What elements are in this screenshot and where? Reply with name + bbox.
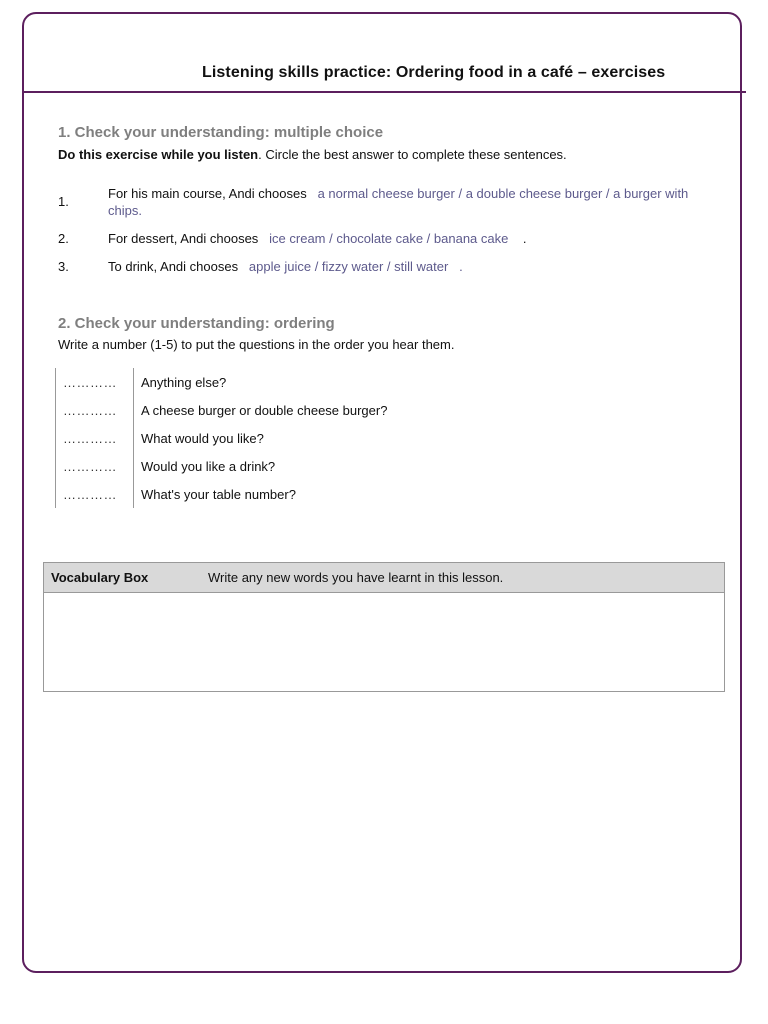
section2-instruction: Write a number (1-5) to put the questions in the order you hear them. — [58, 337, 455, 352]
ordering-row — [56, 480, 506, 508]
question-3 — [108, 259, 463, 274]
ordering-question: What would you like? — [141, 430, 264, 446]
instruction-rest: . Circle the best answer to complete these sentences. — [258, 147, 567, 162]
order-number-blank[interactable]: ………… — [56, 368, 134, 396]
order-number-blank[interactable]: ………… — [56, 396, 134, 424]
vocabulary-note: Write any new words you have learnt in this lesson. — [208, 570, 504, 585]
question-3-number: 3. — [58, 259, 69, 274]
question-1-options[interactable]: a normal cheese burger / a double cheese burger / a burger with chips. — [108, 186, 689, 218]
question-2-end: . — [522, 231, 527, 246]
order-number-blank[interactable]: ………… — [56, 480, 134, 508]
instruction-bold: Do this exercise while you listen — [58, 147, 259, 162]
question-3-options[interactable]: apple juice / fizzy water / still water — [248, 259, 449, 274]
ordering-question: Anything else? — [141, 374, 227, 390]
ordering-table — [55, 368, 506, 508]
order-number-blank[interactable]: ………… — [56, 452, 134, 480]
question-3-end: . — [459, 259, 463, 274]
question-2-stem: For dessert, Andi chooses — [108, 231, 259, 246]
ordering-row — [56, 424, 506, 452]
question-1 — [108, 185, 718, 219]
vocabulary-box — [43, 562, 725, 692]
document-title: Listening skills practice: Ordering food in a café – exercises — [202, 64, 666, 81]
question-2-number: 2. — [58, 231, 69, 246]
vocabulary-header — [44, 563, 724, 593]
section1-heading: 1. Check your understanding: multiple choice — [58, 124, 384, 141]
question-2-options[interactable]: ice cream / chocolate cake / banana cake — [269, 231, 509, 246]
ordering-question: What's your table number? — [141, 486, 296, 502]
section2-heading: 2. Check your understanding: ordering — [58, 315, 335, 332]
ordering-question: A cheese burger or double cheese burger? — [141, 402, 388, 418]
ordering-row — [56, 452, 506, 480]
question-1-number: 1. — [58, 194, 69, 209]
question-2 — [108, 231, 526, 246]
header-divider — [22, 91, 746, 93]
ordering-row — [56, 396, 506, 424]
ordering-row — [56, 368, 506, 396]
question-3-stem: To drink, Andi chooses — [108, 259, 239, 274]
order-number-blank[interactable]: ………… — [56, 424, 134, 452]
vocabulary-writing-area[interactable] — [44, 593, 724, 691]
question-1-stem: For his main course, Andi chooses — [108, 186, 307, 201]
ordering-question: Would you like a drink? — [141, 458, 276, 474]
vocabulary-title: Vocabulary Box — [51, 570, 149, 585]
section1-instruction — [58, 147, 567, 162]
